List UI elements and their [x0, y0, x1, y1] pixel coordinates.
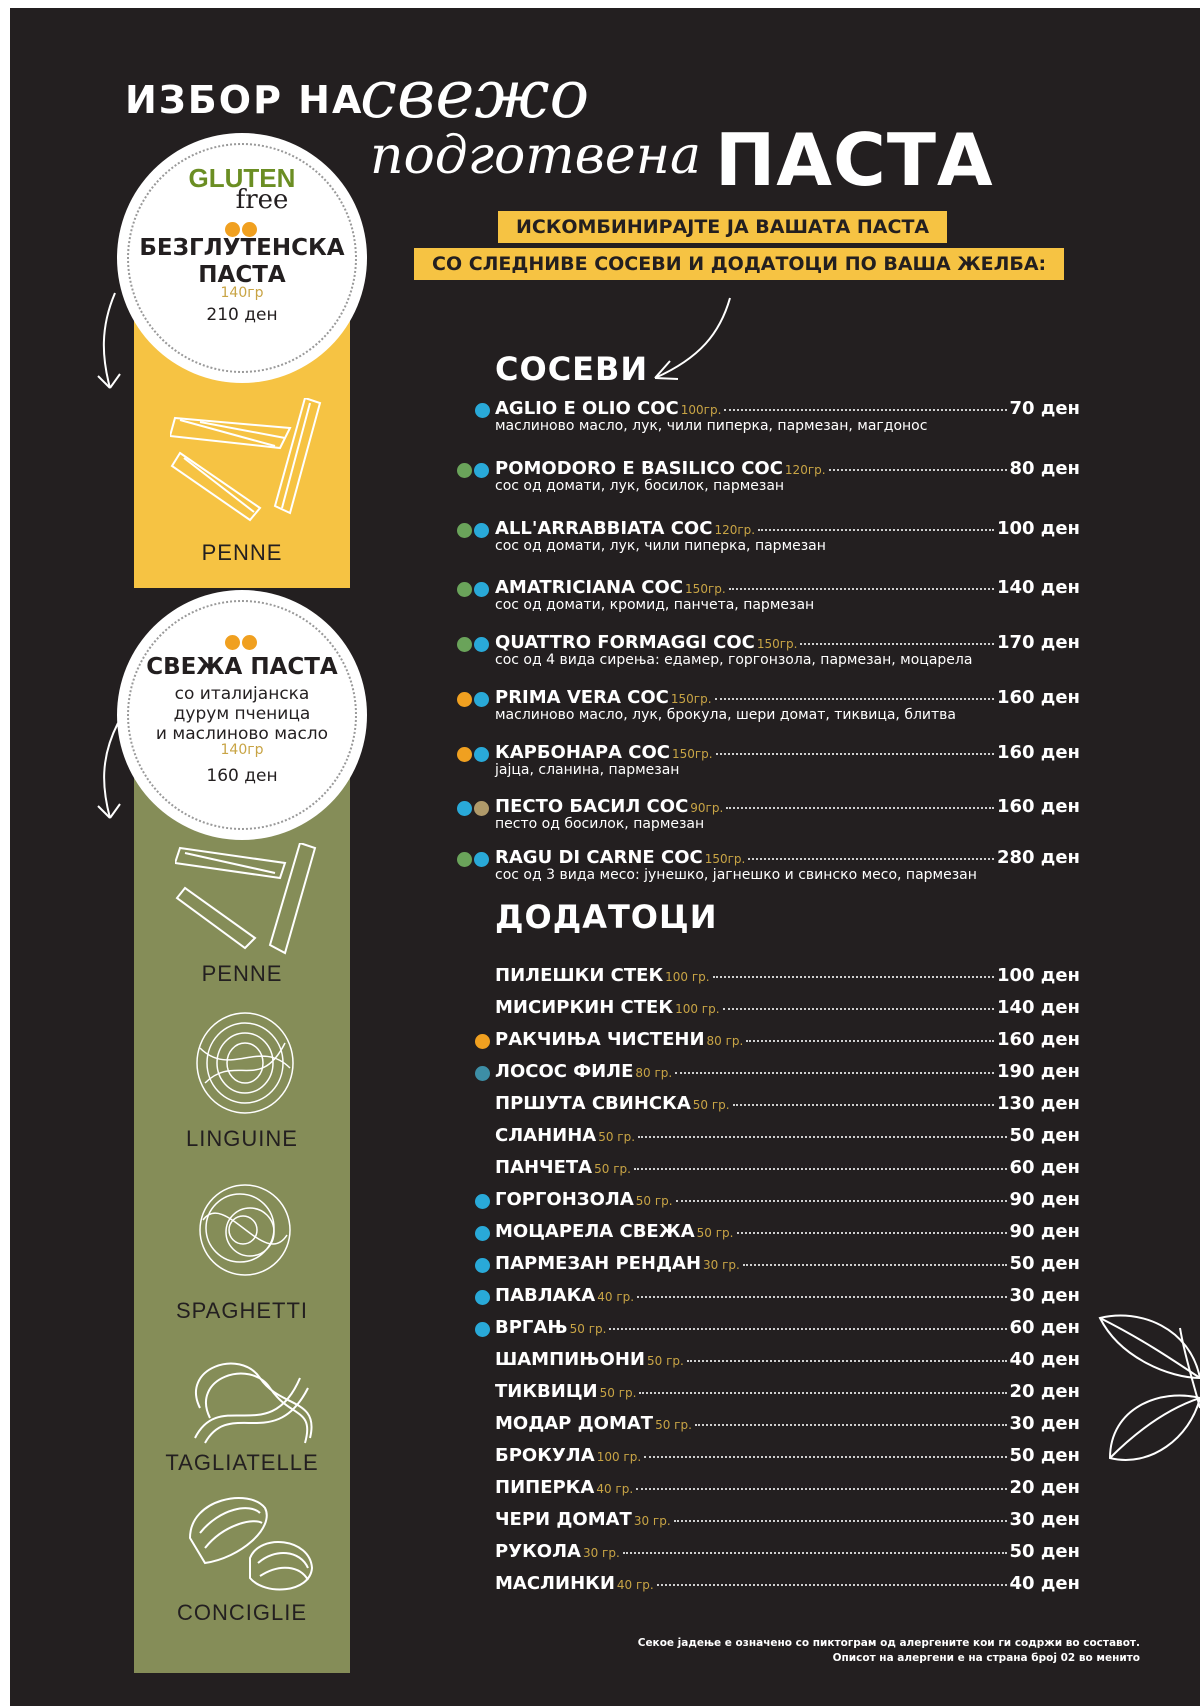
sauce-item — [495, 742, 1080, 778]
allergen-icons — [457, 849, 491, 868]
item-name: ТИКВИЦИ — [495, 1381, 598, 1402]
item-row — [495, 965, 1080, 986]
item-name: ПИПЕРКА — [495, 1477, 595, 1498]
arrow-icon — [640, 293, 740, 388]
dot-leader — [723, 1008, 994, 1010]
item-price: 280 ден — [996, 847, 1080, 868]
addon-item — [495, 1445, 1080, 1466]
item-price: 80 ден — [1009, 458, 1080, 479]
shape-label: TAGLIATELLE — [165, 1450, 319, 1475]
item-price: 90 ден — [1009, 1221, 1080, 1242]
allergen-blue-icon — [474, 692, 489, 707]
basil-leaf-icon — [1090, 1298, 1200, 1498]
item-name: QUATTRO FORMAGGI СОС — [495, 632, 755, 653]
gluten-free-title: БЕЗГЛУТЕНСКА ПАСТА — [139, 235, 345, 288]
item-row — [495, 1029, 1080, 1050]
item-price: 130 ден — [996, 1093, 1080, 1114]
dot-leader — [674, 1520, 1007, 1522]
item-name: ВРГАЊ — [495, 1317, 568, 1338]
dot-leader — [713, 976, 994, 978]
item-weight: 50 гр. — [594, 1162, 631, 1176]
dot-leader — [829, 469, 1007, 471]
item-weight: 90гр. — [690, 801, 724, 815]
sauce-item — [495, 632, 1080, 668]
addon-item — [495, 1381, 1080, 1402]
header-line1: ИЗБОР НА — [125, 78, 364, 122]
allergen-blue-icon — [475, 403, 490, 418]
addon-item — [495, 1125, 1080, 1146]
penne-icon — [175, 843, 325, 958]
item-price: 70 ден — [1009, 398, 1080, 419]
item-row — [495, 632, 1080, 653]
item-name: МАСЛИНКИ — [495, 1573, 615, 1594]
sauces-title: СОСЕВИ — [495, 350, 649, 388]
allergen-icons — [475, 400, 492, 419]
item-row — [495, 1445, 1080, 1466]
allergen-blue-icon — [457, 801, 472, 816]
free-logo: free — [235, 185, 289, 215]
item-description: сос од домати, кромид, панчета, пармезан — [495, 597, 815, 613]
allergen-icons — [475, 1223, 492, 1242]
item-weight: 150гр. — [685, 582, 726, 596]
item-row — [495, 1381, 1080, 1402]
allergen-icons — [117, 632, 367, 651]
item-weight: 150гр. — [756, 637, 798, 651]
conchiglie-icon — [180, 1488, 320, 1598]
item-row — [495, 687, 1080, 708]
item-name: AGLIO E OLIO СОС — [495, 398, 679, 419]
item-price: 190 ден — [996, 1061, 1080, 1082]
item-row — [495, 1125, 1080, 1146]
item-row — [495, 1221, 1080, 1242]
dot-leader — [675, 1072, 994, 1074]
item-description: песто од босилок, пармезан — [495, 816, 705, 832]
dot-leader — [637, 1296, 1006, 1298]
dot-leader — [657, 1584, 1007, 1586]
item-price: 100 ден — [996, 965, 1080, 986]
dot-leader — [800, 643, 993, 645]
item-name: PRIMA VERA СОС — [495, 687, 669, 708]
item-row — [495, 1189, 1080, 1210]
allergen-blue-icon — [475, 1322, 490, 1337]
dot-leader — [743, 1264, 1007, 1266]
item-price: 140 ден — [996, 577, 1080, 598]
item-weight: 100гр. — [680, 403, 722, 417]
allergen-green-icon — [457, 523, 472, 538]
allergen-orange-icon — [475, 1034, 490, 1049]
item-row — [495, 1093, 1080, 1114]
allergen-green-icon — [457, 637, 472, 652]
gluten-logo: GLUTEN — [188, 163, 296, 193]
dot-leader — [748, 858, 994, 860]
item-price: 50 ден — [1009, 1125, 1080, 1146]
item-row — [495, 1157, 1080, 1178]
tagliatelle-icon — [180, 1348, 320, 1453]
dot-leader — [729, 588, 994, 590]
item-price: 60 ден — [1009, 1317, 1080, 1338]
item-row — [495, 742, 1080, 763]
item-price: 90 ден — [1009, 1189, 1080, 1210]
item-row — [495, 997, 1080, 1018]
item-price: 160 ден — [996, 687, 1080, 708]
item-row — [495, 1317, 1080, 1338]
dot-leader — [733, 1104, 994, 1106]
item-name: МОЦАРЕЛА СВЕЖА — [495, 1221, 695, 1242]
allergen-icons — [457, 744, 491, 763]
allergen-icons — [475, 1191, 492, 1210]
item-row — [495, 1061, 1080, 1082]
dot-leader — [716, 753, 994, 755]
item-row — [495, 458, 1080, 479]
allergen-icons — [475, 1031, 492, 1050]
item-name: ПАВЛАКА — [495, 1285, 596, 1306]
allergen-icons — [457, 460, 491, 479]
item-weight: 50 гр. — [569, 1322, 607, 1336]
addon-item — [495, 1157, 1080, 1178]
item-weight: 150гр. — [704, 852, 746, 866]
gluten-free-weight: 140гр — [220, 285, 264, 301]
allergen-green-icon — [457, 582, 472, 597]
addon-item — [495, 1509, 1080, 1530]
sauce-item — [495, 518, 1080, 554]
fresh-pasta-sub2: дурум пченица — [173, 704, 311, 724]
item-name: ЛОСОС ФИЛЕ — [495, 1061, 634, 1082]
item-weight: 50 гр. — [599, 1386, 637, 1400]
addon-item — [495, 1541, 1080, 1562]
item-weight: 120гр. — [714, 523, 756, 537]
shape-label: LINGUINE — [186, 1126, 298, 1151]
fresh-pasta-sub1: со италијанска — [174, 684, 310, 704]
item-weight: 80 гр. — [635, 1066, 673, 1080]
item-row — [495, 1509, 1080, 1530]
item-price: 20 ден — [1009, 1477, 1080, 1498]
item-weight: 100 гр. — [665, 970, 710, 984]
dot-leader — [715, 698, 994, 700]
item-row — [495, 1285, 1080, 1306]
item-weight: 40 гр. — [596, 1482, 634, 1496]
addons-title: ДОДАТОЦИ — [495, 898, 718, 936]
dot-leader — [639, 1392, 1006, 1394]
item-weight: 50 гр. — [655, 1418, 692, 1432]
banner-sauces-addons: СО СЛЕДНИВЕ СОСЕВИ И ДОДАТОЦИ ПО ВАША ЖЕЛБА: — [414, 248, 1064, 280]
addon-item — [495, 997, 1080, 1018]
fresh-pasta-badge — [117, 590, 367, 840]
allergen-blue-icon — [474, 463, 489, 478]
banner-combine: ИСКОМБИНИРАЈТЕ ЈА ВАШАТА ПАСТА — [498, 211, 947, 243]
item-weight: 150гр. — [671, 747, 713, 761]
item-price: 20 ден — [1009, 1381, 1080, 1402]
item-description: јајца, сланина, пармезан — [495, 762, 680, 778]
item-price: 30 ден — [1009, 1285, 1080, 1306]
item-weight: 50 гр. — [692, 1098, 730, 1112]
allergen-icons — [475, 1287, 492, 1306]
dot-leader — [737, 1232, 1007, 1234]
item-row — [495, 398, 1080, 419]
item-weight: 120гр. — [784, 463, 826, 477]
item-price: 160 ден — [996, 1029, 1080, 1050]
allergen-icons — [457, 634, 491, 653]
item-weight: 50 гр. — [598, 1130, 636, 1144]
item-name: СЛАНИНА — [495, 1125, 597, 1146]
dot-leader — [746, 1040, 994, 1042]
addon-item — [495, 1317, 1080, 1338]
item-price: 40 ден — [1009, 1349, 1080, 1370]
allergen-green-icon — [457, 463, 472, 478]
dot-leader — [758, 529, 994, 531]
allergen-blue-icon — [474, 523, 489, 538]
allergen-icons — [475, 1319, 492, 1338]
allergen-icon — [242, 635, 257, 650]
item-description: маслиново масло, лук, брокула, шери домат, тиквица, блитва — [495, 707, 957, 723]
allergen-blue-icon — [474, 637, 489, 652]
allergen-blue-icon — [475, 1290, 490, 1305]
item-name: AMATRICIANA СОС — [495, 577, 684, 598]
item-price: 100 ден — [996, 518, 1080, 539]
penne-icon — [170, 398, 330, 528]
item-name: ПИЛЕШКИ СТЕК — [495, 965, 664, 986]
item-weight: 150гр. — [670, 692, 712, 706]
item-price: 160 ден — [996, 796, 1080, 817]
item-name: POMODORO E BASILICO СОС — [495, 458, 783, 479]
dot-leader — [623, 1552, 1007, 1554]
allergen-note-line1: Секое јадење е означено со пиктограм од алергените кои ги содржи во составот. — [637, 1637, 1140, 1649]
item-row — [495, 518, 1080, 539]
item-name: РАКЧИЊА ЧИСТЕНИ — [495, 1029, 705, 1050]
sauce-item — [495, 847, 1080, 883]
item-row — [495, 1253, 1080, 1274]
fresh-pasta-title: СВЕЖА ПАСТА — [146, 654, 338, 680]
item-weight: 50 гр. — [696, 1226, 734, 1240]
item-price: 50 ден — [1009, 1541, 1080, 1562]
addon-item — [495, 965, 1080, 986]
allergen-note-line2: Описот на алергени е на страна број 02 во менито — [832, 1652, 1140, 1664]
allergen-icons — [457, 520, 491, 539]
item-weight: 40 гр. — [597, 1290, 635, 1304]
item-description: маслиново масло, лук, чили пиперка, пармезан, магдонос — [495, 418, 928, 434]
shape-label: SPAGHETTI — [175, 1298, 309, 1323]
sauce-item — [495, 687, 1080, 723]
addon-item — [495, 1573, 1080, 1594]
item-name: МОДАР ДОМАТ — [495, 1413, 654, 1434]
item-description: сос од домати, лук, босилок, пармезан — [495, 478, 785, 494]
item-row — [495, 1413, 1080, 1434]
gluten-free-badge — [117, 133, 367, 383]
item-weight: 30 гр. — [633, 1514, 671, 1528]
item-name: ПАНЧЕТА — [495, 1157, 593, 1178]
item-price: 50 ден — [1009, 1253, 1080, 1274]
item-row — [495, 1477, 1080, 1498]
shape-label: PENNE — [201, 961, 283, 986]
addon-item — [495, 1093, 1080, 1114]
fresh-pasta-sub3: и маслиново масло — [155, 724, 329, 744]
item-price: 60 ден — [1009, 1157, 1080, 1178]
menu-page — [10, 8, 1200, 1706]
allergen-orange-icon — [457, 692, 472, 707]
allergen-blue-icon — [475, 1258, 490, 1273]
allergen-orange-icon — [457, 747, 472, 762]
item-row — [495, 1541, 1080, 1562]
dot-leader — [676, 1200, 1007, 1202]
item-row — [495, 796, 1080, 817]
spaghetti-icon — [195, 1180, 295, 1280]
allergen-blue-icon — [475, 1226, 490, 1241]
item-price: 140 ден — [996, 997, 1080, 1018]
sauce-item — [495, 577, 1080, 613]
addon-item — [495, 1029, 1080, 1050]
allergen-icons — [457, 579, 491, 598]
item-price: 160 ден — [996, 742, 1080, 763]
allergen-icons — [457, 798, 491, 817]
addon-item — [495, 1061, 1080, 1082]
item-description: сос од 4 вида сирења: едамер, горгонзола, пармезан, моцарела — [495, 652, 973, 668]
item-row — [495, 1349, 1080, 1370]
item-name: МИСИРКИН СТЕК — [495, 997, 674, 1018]
sauce-item — [495, 398, 1080, 434]
dot-leader — [634, 1168, 1007, 1170]
item-weight: 80 гр. — [706, 1034, 744, 1048]
item-price: 30 ден — [1009, 1413, 1080, 1434]
item-price: 170 ден — [996, 632, 1080, 653]
addon-item — [495, 1413, 1080, 1434]
item-row — [495, 1573, 1080, 1594]
item-description: сос од домати, лук, чили пиперка, пармезан — [495, 538, 826, 554]
item-name: ПЕСТО БАСИЛ СОС — [495, 796, 689, 817]
allergen-tan-icon — [474, 801, 489, 816]
item-name: ШАМПИЊОНИ — [495, 1349, 645, 1370]
item-description: сос од 3 вида месо: јунешко, јагнешко и свинско месо, пармезан — [495, 867, 977, 883]
header-script-prepared: подготвена — [370, 126, 701, 186]
shape-label: CONCIGLIE — [176, 1600, 308, 1625]
fresh-pasta-weight: 140гр — [220, 742, 264, 758]
header-script-fresh: свежо — [360, 56, 590, 133]
sauce-item — [495, 458, 1080, 494]
allergen-blue-icon — [475, 1194, 490, 1209]
header-pasta: ПАСТА — [715, 118, 994, 202]
item-name: ПАРМЕЗАН РЕНДАН — [495, 1253, 702, 1274]
item-name: ЧЕРИ ДОМАТ — [495, 1509, 632, 1530]
allergen-icons — [475, 1063, 492, 1082]
allergen-teal-icon — [475, 1066, 490, 1081]
item-name: RAGU DI CARNE СОС — [495, 847, 703, 868]
allergen-blue-icon — [474, 747, 489, 762]
shape-label: PENNE — [201, 540, 283, 565]
allergen-blue-icon — [474, 582, 489, 597]
dot-leader — [644, 1456, 1006, 1458]
item-weight: 100 гр. — [675, 1002, 720, 1016]
dot-leader — [695, 1424, 1007, 1426]
item-name: РУКОЛА — [495, 1541, 581, 1562]
allergen-note — [638, 1636, 1140, 1666]
item-weight: 30 гр. — [582, 1546, 620, 1560]
allergen-green-icon — [457, 852, 472, 867]
item-weight: 30 гр. — [703, 1258, 740, 1272]
item-weight: 40 гр. — [616, 1578, 654, 1592]
allergen-egg-icon — [225, 635, 240, 650]
item-weight: 50 гр. — [635, 1194, 673, 1208]
item-name: КАРБОНАРА СОС — [495, 742, 670, 763]
allergen-icons — [457, 689, 491, 708]
gluten-free-price: 210 ден — [206, 305, 278, 325]
allergen-blue-icon — [474, 852, 489, 867]
item-price: 30 ден — [1009, 1509, 1080, 1530]
addon-item — [495, 1349, 1080, 1370]
addon-item — [495, 1221, 1080, 1242]
addon-item — [495, 1285, 1080, 1306]
dot-leader — [638, 1136, 1006, 1138]
addon-item — [495, 1189, 1080, 1210]
dot-leader — [687, 1360, 1007, 1362]
item-weight: 100 гр. — [596, 1450, 642, 1464]
item-price: 40 ден — [1009, 1573, 1080, 1594]
dot-leader — [636, 1488, 1006, 1490]
item-name: ГОРГОНЗОЛА — [495, 1189, 634, 1210]
item-name: ALL'ARRABBIATA СОС — [495, 518, 713, 539]
item-name: БРОКУЛА — [495, 1445, 595, 1466]
addon-item — [495, 1253, 1080, 1274]
allergen-icons — [475, 1255, 492, 1274]
dot-leader — [724, 409, 1006, 411]
sauce-item — [495, 796, 1080, 832]
item-row — [495, 577, 1080, 598]
item-price: 50 ден — [1009, 1445, 1080, 1466]
dot-leader — [726, 807, 994, 809]
item-name: ПРШУТА СВИНСКА — [495, 1093, 691, 1114]
addon-item — [495, 1477, 1080, 1498]
dot-leader — [609, 1328, 1006, 1330]
fresh-pasta-price: 160 ден — [206, 766, 278, 786]
item-weight: 50 гр. — [646, 1354, 684, 1368]
item-row — [495, 847, 1080, 868]
linguine-icon — [190, 1008, 300, 1118]
